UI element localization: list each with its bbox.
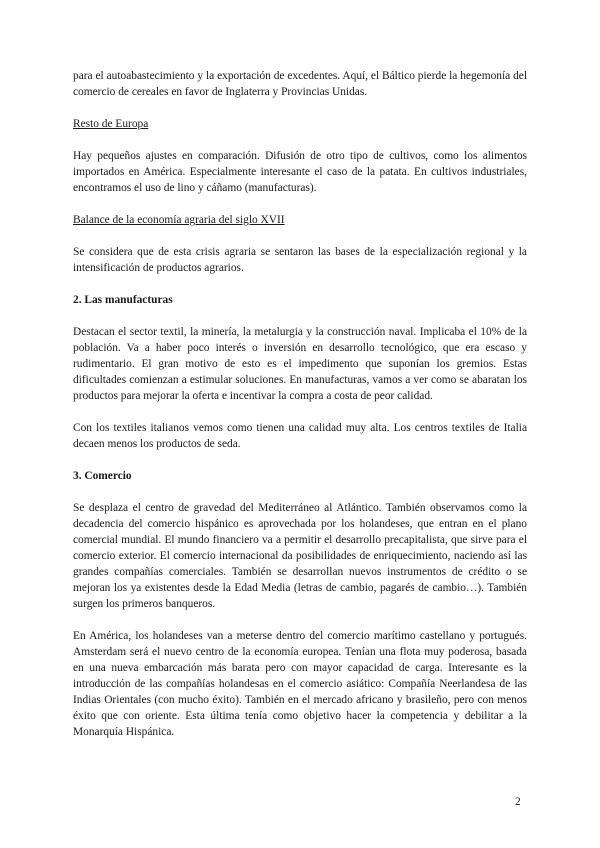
subheading-balance: Balance de la economía agraria del siglo XVII bbox=[73, 214, 285, 226]
paragraph-comercio: Se desplaza el centro de gravedad del Mediterráneo al Atlántico. También observamos como la decadencia del comercio hispánico es aprovechada por los holandeses, que entran en el plano comercial mundial. El mundo financiero va a permitir el desarrollo precapitalista, que sirve para el comercio exterior. El comercio internacional da posibilidades de enriquecimiento, naciendo así las grandes compañías comerciales. También se desarrollan nuevos instrumentos de crédito o se mejoran los ya existentes desde la Edad Media (letras de cambio, pagarés de cambio…). También surgen los primeros banqueros. bbox=[73, 502, 527, 610]
document-page bbox=[73, 68, 527, 756]
paragraph-cereal-trade: para el autoabastecimiento y la exportación de excedentes. Aquí, el Báltico pierde la hegemonía del comercio de cereales en favor de Inglaterra y Provincias Unidas. bbox=[73, 70, 527, 98]
page-number: 2 bbox=[515, 796, 521, 808]
paragraph-manufacturas: Destacan el sector textil, la minería, la metalurgia y la construcción naval. Implicaba el 10% de la población. Va a haber poco interés o inversión en desarrollo tecnológico, que era escaso y rudimentario. El gran motivo de esto es el impedimento que suponían los gremios. Estas dificultades comienzan a estimular soluciones. En manufacturas, vamos a ver como se abaratan los productos para mejorar la oferta e incentivar la compra a costa de peor calidad. bbox=[73, 326, 527, 402]
paragraph-america: En América, los holandeses van a meterse dentro del comercio marítimo castellano y portugués. Amsterdam será el nuevo centro de la economía europea. Tenían una flota muy poderosa, basada en una nueva embarcación más barata pero con mayor capacidad de carga. Interesante es la introducción de las compañías holandesas en el comercio asiático: Compañía Neerlandesa de las Indias Orientales (con mucho éxito). También en el mercado africano y brasileño, pero con menos éxito que con oriente. Esta última tenía como objetivo hacer la competencia y debilitar a la Monarquía Hispánica. bbox=[73, 630, 527, 738]
paragraph-resto-europa: Hay pequeños ajustes en comparación. Difusión de otro tipo de cultivos, como los alimentos importados en América. Especialmente interesante el caso de la patata. En cultivos industriales, encontramos el uso de lino y cáñamo (manufacturas). bbox=[73, 150, 527, 194]
paragraph-textiles: Con los textiles italianos vemos como tienen una calidad muy alta. Los centros textiles de Italia decaen menos los productos de seda. bbox=[73, 422, 527, 450]
subheading-resto-europa: Resto de Europa bbox=[73, 118, 149, 130]
heading-manufacturas: 2. Las manufacturas bbox=[73, 294, 173, 306]
heading-comercio: 3. Comercio bbox=[73, 470, 132, 482]
paragraph-balance: Se considera que de esta crisis agraria se sentaron las bases de la especialización regional y la intensificación de productos agrarios. bbox=[73, 246, 527, 274]
